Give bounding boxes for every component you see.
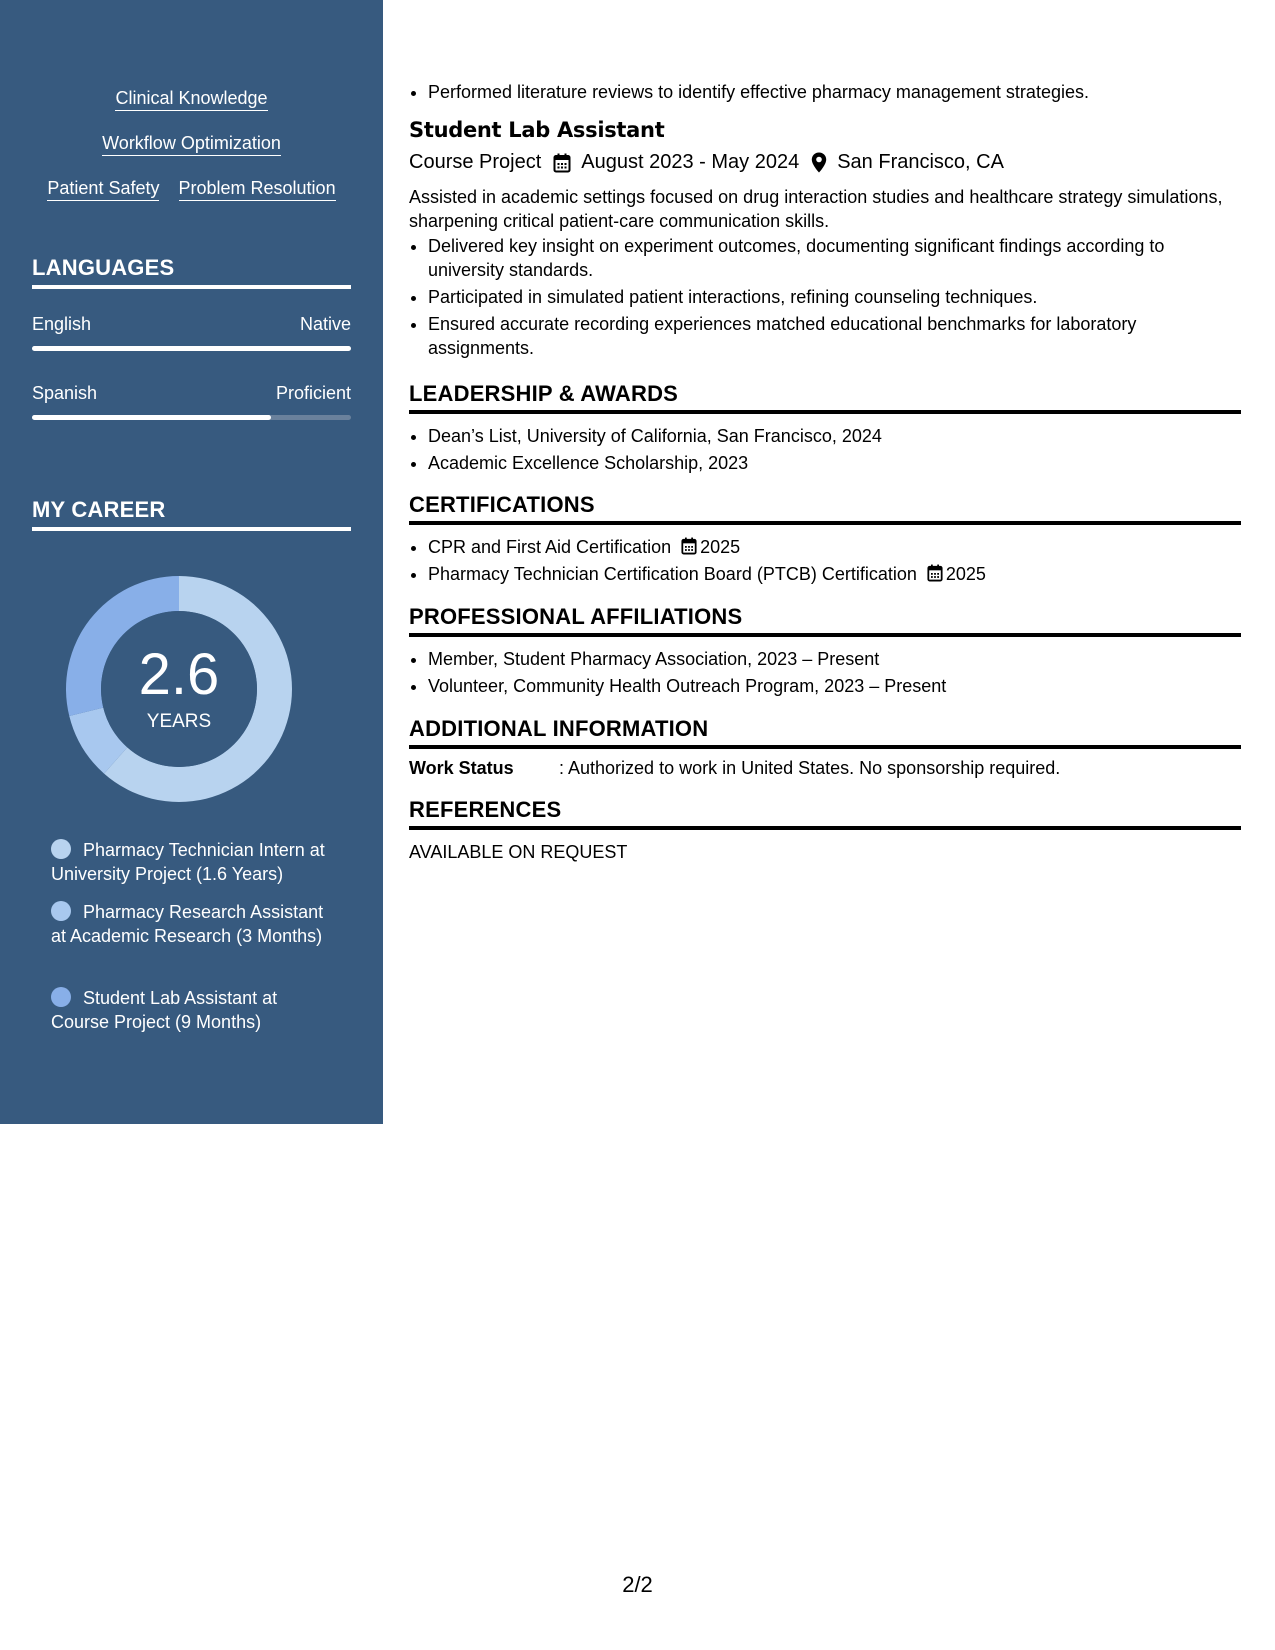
legend-dot xyxy=(51,901,71,921)
job-description: Assisted in academic settings focused on drug interaction studies and healthcare strategy simulations, sharpening critical patient-care communication skills. xyxy=(409,187,1223,231)
certification-item xyxy=(428,535,1241,559)
skills-row-3 xyxy=(0,178,383,201)
bullet-item: • Participated in simulated patient interactions, refining counseling techniques. xyxy=(428,285,1241,309)
language-name: Spanish xyxy=(32,383,98,403)
page-number: 2/2 xyxy=(622,1572,653,1597)
calendar-icon xyxy=(553,153,571,173)
career-donut-center xyxy=(66,576,292,802)
skills-row-2 xyxy=(0,133,383,156)
award-item: • Dean’s List, University of California, San Francisco, 2024 xyxy=(428,424,1241,448)
award-item: • Academic Excellence Scholarship, 2023 xyxy=(428,451,1241,475)
career-legend-label: Pharmacy Technician Intern at University Project (1.6 Years) xyxy=(51,840,325,884)
job-dates: August 2023 - May 2024 xyxy=(581,151,800,173)
work-status-value: : Authorized to work in United States. No sponsorship required. xyxy=(559,758,1061,778)
language-bar-fill xyxy=(32,415,271,420)
job-company: Course Project xyxy=(409,151,542,173)
bullet-item: • Ensured accurate recording experiences matched educational benchmarks for laboratory assignments. xyxy=(428,312,1241,360)
references-heading: REFERENCES xyxy=(409,797,1241,830)
sidebar xyxy=(0,0,383,1124)
legend-dot xyxy=(51,839,71,859)
calendar-icon xyxy=(927,564,943,582)
career-legend-item xyxy=(51,838,331,886)
career-legend-item xyxy=(51,986,331,1034)
affiliation-item: • Volunteer, Community Health Outreach Program, 2023 – Present xyxy=(428,674,1241,698)
references-text: AVAILABLE ON REQUEST xyxy=(409,842,628,862)
job-meta xyxy=(409,151,1004,174)
bullet-item: • Performed literature reviews to identify effective pharmacy management strategies. xyxy=(428,80,1241,104)
job-bullets xyxy=(409,234,1241,363)
skill-tag: Problem Resolution xyxy=(179,178,336,201)
certification-year: 2025 xyxy=(945,564,986,584)
skill-tag: Workflow Optimization xyxy=(102,133,281,156)
career-total-years: 2.6 xyxy=(138,642,220,707)
certifications-list xyxy=(409,535,1241,589)
certifications-heading: CERTIFICATIONS xyxy=(409,492,1241,525)
language-level: Native xyxy=(299,314,351,334)
job-title: Student Lab Assistant xyxy=(409,118,665,142)
career-total-unit: YEARS xyxy=(146,711,212,732)
certification-year: 2025 xyxy=(700,537,741,557)
affiliations-heading: PROFESSIONAL AFFILIATIONS xyxy=(409,604,1241,637)
certification-item xyxy=(428,562,1241,586)
career-legend-label: Pharmacy Research Assistant at Academic Research (3 Months) xyxy=(51,902,324,946)
certification-name: Pharmacy Technician Certification Board (PTCB) Certification xyxy=(428,564,917,584)
map-pin-icon xyxy=(811,152,827,173)
skill-tag: Clinical Knowledge xyxy=(115,88,267,111)
language-bar-fill xyxy=(32,346,351,351)
affiliation-item: • Member, Student Pharmacy Association, 2023 – Present xyxy=(428,647,1241,671)
work-status-label: Work Status xyxy=(409,758,514,778)
language-level: Proficient xyxy=(275,383,351,403)
previous-job-bullets xyxy=(409,80,1241,107)
skills-row-1 xyxy=(0,88,383,111)
career-heading: MY CAREER xyxy=(32,497,351,531)
calendar-icon xyxy=(681,537,697,555)
additional-info-heading: ADDITIONAL INFORMATION xyxy=(409,716,1241,749)
career-legend-label: Student Lab Assistant at Course Project (9 Months) xyxy=(51,988,278,1032)
work-status-row xyxy=(409,756,1241,780)
leadership-list xyxy=(409,424,1241,478)
leadership-heading: LEADERSHIP & AWARDS xyxy=(409,381,1241,414)
affiliations-list xyxy=(409,647,1241,701)
job-location: San Francisco, CA xyxy=(837,151,1004,173)
language-bar-track xyxy=(32,346,351,351)
language-bar-track xyxy=(32,415,351,420)
bullet-item: • Delivered key insight on experiment outcomes, documenting significant findings according to university standards. xyxy=(428,234,1241,282)
languages-heading: LANGUAGES xyxy=(32,255,351,289)
career-legend-item xyxy=(51,900,331,948)
skill-tag: Patient Safety xyxy=(47,178,159,201)
language-name: English xyxy=(32,314,92,334)
career-donut-chart xyxy=(66,576,292,802)
certification-name: CPR and First Aid Certification xyxy=(428,537,672,557)
legend-dot xyxy=(51,987,71,1007)
